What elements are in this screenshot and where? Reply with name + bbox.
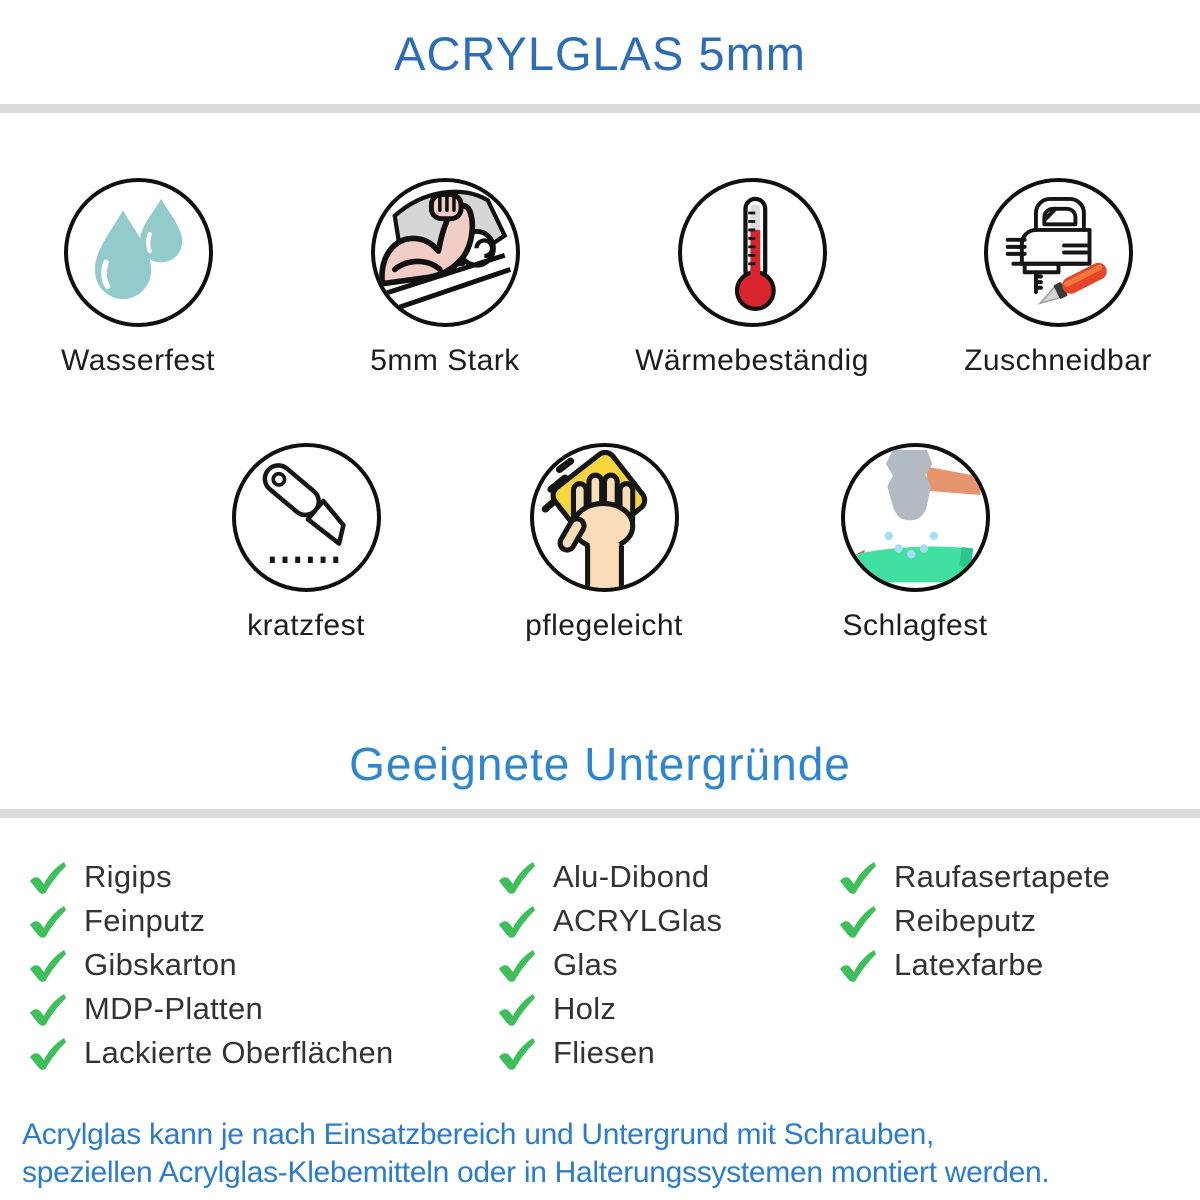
check-icon <box>838 904 878 938</box>
cleaning-hand-icon <box>530 443 679 592</box>
mounting-note <box>22 1116 1049 1192</box>
substrates-column-1 <box>28 855 394 1075</box>
list-item <box>497 899 722 943</box>
list-item <box>838 855 1110 899</box>
feature-wasserfest <box>8 178 268 378</box>
mounting-note-line1: Acrylglas kann je nach Einsatzbereich und Untergrund mit Schrauben, <box>22 1118 935 1151</box>
feature-label: pflegeleicht <box>525 609 683 642</box>
page-title: ACRYLGLAS 5mm <box>394 27 806 80</box>
feature-label: 5mm Stark <box>370 344 520 377</box>
substrate-label: Latexfarbe <box>894 947 1044 982</box>
check-icon <box>28 948 68 982</box>
jigsaw-knife-icon <box>984 178 1133 327</box>
substrate-label: Holz <box>553 991 617 1026</box>
list-item <box>838 899 1110 943</box>
feature-kratzfest <box>176 443 436 643</box>
list-item <box>28 1031 394 1075</box>
mounting-note-line2: speziellen Acrylglas-Klebemitteln oder in Halterungssystemen montiert werden. <box>22 1156 1050 1189</box>
substrate-label: MDP-Platten <box>84 991 264 1026</box>
check-icon <box>28 904 68 938</box>
substrate-label: Glas <box>553 947 618 982</box>
feature-zuschneidbar <box>928 178 1188 378</box>
list-item <box>838 943 1110 987</box>
substrate-label: ACRYLGlas <box>553 903 723 938</box>
thermometer-icon <box>678 178 827 327</box>
check-icon <box>497 904 537 938</box>
check-icon <box>497 1036 537 1070</box>
check-icon <box>838 948 878 982</box>
feature-5mm-stark <box>315 178 575 378</box>
water-drops-icon <box>64 178 213 327</box>
substrate-label: Reibeputz <box>894 903 1037 938</box>
section-title-untergruende: Geeignete Untergründe <box>349 738 851 790</box>
substrate-label: Lackierte Oberflächen <box>84 1035 394 1070</box>
substrate-label: Gibskarton <box>84 947 237 982</box>
list-item <box>497 987 722 1031</box>
list-item <box>497 855 722 899</box>
substrates-column-3 <box>838 855 1110 987</box>
feature-pflegeleicht <box>474 443 734 643</box>
check-icon <box>28 1036 68 1070</box>
substrate-label: Fliesen <box>553 1035 656 1070</box>
utility-knife-icon <box>232 443 381 592</box>
check-icon <box>28 860 68 894</box>
list-item <box>497 1031 722 1075</box>
list-item <box>28 899 394 943</box>
hammer-impact-icon <box>841 443 990 592</box>
divider-top <box>0 104 1200 113</box>
check-icon <box>497 860 537 894</box>
flexed-arm-icon <box>371 178 520 327</box>
feature-label: Schlagfest <box>842 609 988 642</box>
feature-label: Wasserfest <box>61 344 215 377</box>
feature-waermebestaendig <box>622 178 882 378</box>
feature-label: Zuschneidbar <box>964 344 1152 377</box>
substrate-label: Raufasertapete <box>894 859 1111 894</box>
substrates-column-2 <box>497 855 722 1075</box>
feature-label: Wärmebeständig <box>635 344 869 377</box>
feature-schlagfest <box>785 443 1045 643</box>
check-icon <box>838 860 878 894</box>
divider-middle <box>0 809 1200 818</box>
check-icon <box>497 992 537 1026</box>
substrate-label: Alu-Dibond <box>553 859 710 894</box>
list-item <box>497 943 722 987</box>
list-item <box>28 987 394 1031</box>
check-icon <box>28 992 68 1026</box>
list-item <box>28 943 394 987</box>
list-item <box>28 855 394 899</box>
substrate-label: Rigips <box>84 859 172 894</box>
substrate-label: Feinputz <box>84 903 206 938</box>
feature-label: kratzfest <box>247 609 365 642</box>
check-icon <box>497 948 537 982</box>
